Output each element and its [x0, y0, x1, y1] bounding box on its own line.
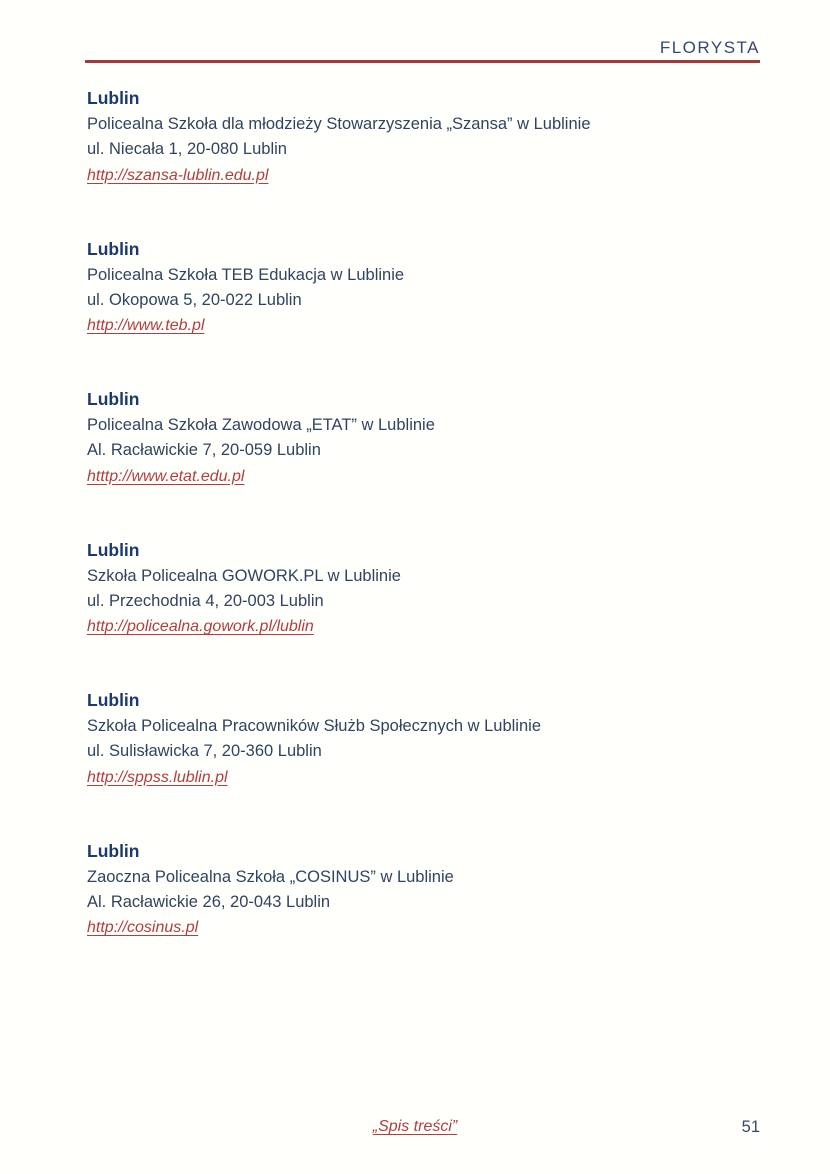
entry-url-line: [87, 163, 760, 188]
entry-url-link[interactable]: htttp://www.etat.edu.pl: [87, 467, 245, 485]
school-entry: [87, 86, 760, 237]
entry-city-heading: Lublin: [87, 840, 140, 861]
footer: [0, 1118, 830, 1136]
entry-city-heading: Lublin: [87, 88, 140, 108]
entry-address: ul. Niecała 1, 20-080 Lublin: [87, 140, 287, 159]
entry-url-link[interactable]: http://szansa-lublin.edu.pl: [87, 166, 269, 184]
entry-url-link[interactable]: http://policealna.gowork.pl/lublin: [87, 618, 314, 636]
header-rule-divider: [85, 60, 760, 63]
entry-address: Al. Racławickie 26, 20-043 Lublin: [87, 892, 331, 911]
entry-address: Al. Racławickie 7, 20-059 Lublin: [87, 441, 321, 460]
entry-school-name: Zaoczna Policealna Szkoła „COSINUS” w Lublinie: [87, 867, 454, 886]
entry-school-name: Szkoła Policealna GOWORK.PL w Lublinie: [87, 566, 401, 585]
entry-school-name: Policealna Szkoła TEB Edukacja w Lublinie: [87, 265, 405, 284]
school-entry: [87, 839, 760, 990]
entry-url-line: [87, 915, 760, 940]
running-header-title: FLORYSTA: [659, 38, 760, 57]
school-entry: [87, 237, 760, 388]
school-entry: [87, 688, 760, 839]
entry-city-heading: Lublin: [87, 389, 140, 409]
school-list: [87, 86, 760, 989]
school-entry: [87, 387, 760, 538]
entry-url-link[interactable]: http://www.teb.pl: [87, 317, 205, 335]
table-of-contents-link[interactable]: „Spis treści”: [372, 1118, 458, 1135]
entry-city-heading: Lublin: [87, 238, 140, 259]
entry-address: ul. Przechodnia 4, 20-003 Lublin: [87, 591, 324, 610]
entry-url-link[interactable]: http://cosinus.pl: [87, 919, 199, 937]
entry-city-heading: Lublin: [87, 690, 140, 710]
page-number: 51: [741, 1118, 760, 1136]
school-entry: [87, 538, 760, 689]
entry-city-heading: Lublin: [87, 539, 140, 560]
entry-url-line: [87, 765, 760, 790]
entry-school-name: Policealna Szkoła Zawodowa „ETAT” w Lublinie: [87, 416, 435, 434]
entry-url-line: [87, 464, 760, 489]
entry-url-link[interactable]: http://sppss.lublin.pl: [87, 768, 228, 786]
entry-url-line: [87, 313, 760, 338]
entry-address: ul. Okopowa 5, 20-022 Lublin: [87, 290, 302, 309]
entry-url-line: [87, 614, 760, 639]
entry-address: ul. Sulisławicka 7, 20-360 Lublin: [87, 742, 322, 761]
entry-school-name: Policealna Szkoła dla młodzieży Stowarzyszenia „Szansa” w Lublinie: [87, 115, 591, 133]
entry-school-name: Szkoła Policealna Pracowników Służb Społecznych w Lublinie: [87, 717, 541, 735]
